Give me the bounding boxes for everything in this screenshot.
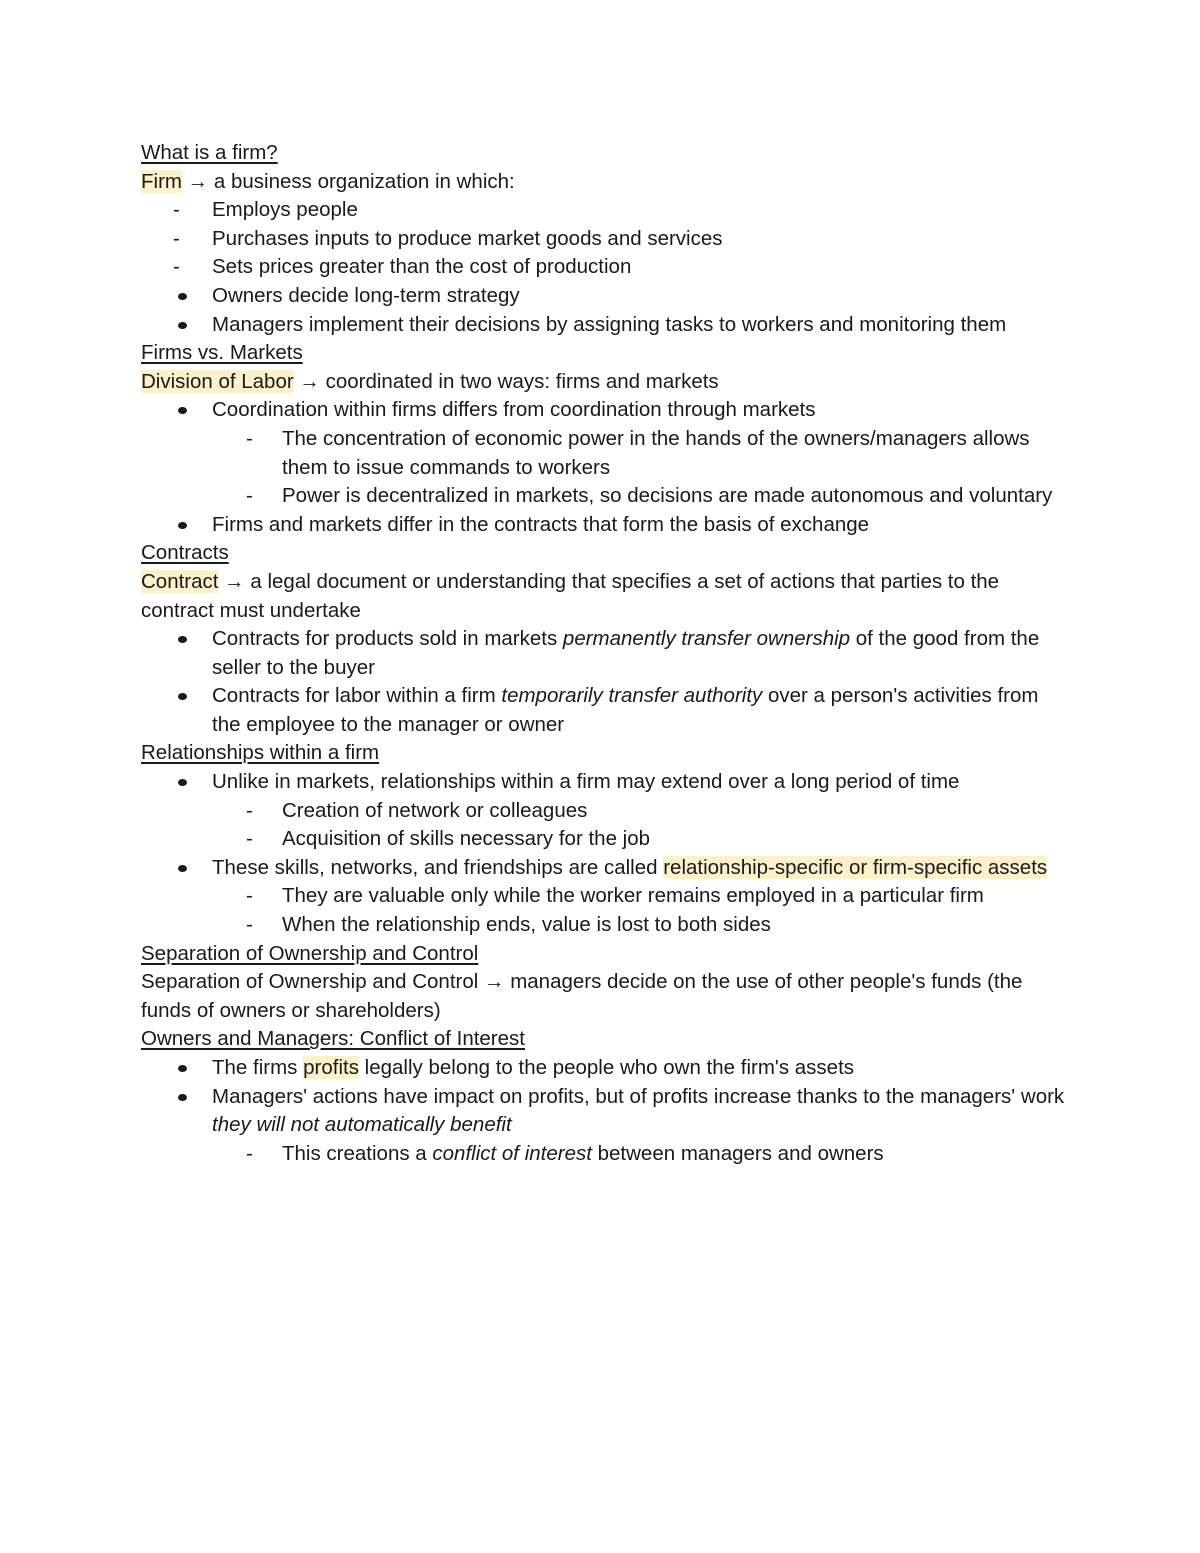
list-item: The firms profits legally belong to the people who own the firm's assets [141, 1054, 1066, 1083]
bullet-icon [178, 693, 187, 700]
section-heading-conflict-of-interest: Owners and Managers: Conflict of Interest [141, 1027, 525, 1051]
section-heading-contracts: Contracts [141, 541, 229, 565]
list-item: Contracts for products sold in markets permanently transfer ownership of the good from the seller to the buyer [141, 625, 1066, 682]
highlighted-term: Firm [141, 169, 182, 193]
dash-marker: - [246, 426, 253, 450]
highlighted-term: profits [303, 1056, 359, 1079]
definition-division-of-labor: Division of Labor → coordinated in two ways: firms and markets [141, 369, 719, 393]
dash-marker: - [246, 827, 253, 851]
bullet-icon [178, 636, 187, 643]
definition-contract: Contract → a legal document or understanding that specifies a set of actions that parties to the contract must undertake [141, 569, 1000, 622]
list-item: Managers' actions have impact on profits, but of profits increase thanks to the managers' work they will not automatically benefit [141, 1083, 1066, 1140]
section-heading-firms-vs-markets: Firms vs. Markets [141, 341, 303, 365]
highlighted-term: Contract [141, 569, 219, 593]
list-item: Unlike in markets, relationships within a firm may extend over a long period of time [141, 768, 1066, 797]
list-item: - Employs people [141, 196, 1066, 225]
bullet-icon [178, 1065, 187, 1072]
list-item: - Acquisition of skills necessary for the job [141, 825, 1066, 854]
list-item: Managers implement their decisions by assigning tasks to workers and monitoring them [141, 311, 1066, 340]
list-item: - When the relationship ends, value is lost to both sides [141, 911, 1066, 940]
list-item: Owners decide long-term strategy [141, 282, 1066, 311]
section-heading-what-is-a-firm: What is a firm? [141, 141, 278, 164]
bullet-icon [178, 293, 187, 300]
dash-marker: - [246, 913, 253, 937]
dash-marker: - [246, 798, 253, 822]
dash-marker: - [246, 1141, 253, 1165]
list-item: - They are valuable only while the worker remains employed in a particular firm [141, 882, 1066, 911]
bullet-icon [178, 865, 187, 872]
bullet-icon [178, 407, 187, 414]
dash-marker: - [246, 884, 253, 908]
highlighted-term: relationship-specific or firm-specific assets [663, 855, 1048, 879]
document-body [141, 139, 1066, 1168]
section-heading-relationships: Relationships within a firm [141, 741, 380, 765]
section-heading-separation: Separation of Ownership and Control [141, 941, 479, 965]
list-item: - This creations a conflict of interest between managers and owners [141, 1140, 1066, 1169]
list-item: Coordination within firms differs from coordination through markets [141, 396, 1066, 425]
dash-marker: - [246, 484, 253, 508]
dash-marker: - [173, 226, 180, 250]
list-item: - Creation of network or colleagues [141, 797, 1066, 826]
definition-firm: Firm → a business organization in which: [141, 169, 515, 193]
list-item: - Purchases inputs to produce market goods and services [141, 225, 1066, 254]
bullet-icon [178, 322, 187, 329]
list-item: Contracts for labor within a firm temporarily transfer authority over a person's activities from the employee to the manager or owner [141, 682, 1066, 739]
dash-marker: - [173, 255, 180, 279]
bullet-icon [178, 779, 187, 786]
list-item: - Power is decentralized in markets, so decisions are made autonomous and voluntary [141, 482, 1066, 511]
bullet-icon [178, 522, 187, 529]
list-item: Firms and markets differ in the contracts that form the basis of exchange [141, 511, 1066, 540]
list-item: - Sets prices greater than the cost of production [141, 253, 1066, 282]
dash-marker: - [173, 198, 180, 222]
highlighted-term: Division of Labor [141, 369, 294, 393]
definition-separation: Separation of Ownership and Control → managers decide on the use of other people's funds (the funds of owners or shareholders) [141, 970, 1023, 1022]
bullet-icon [178, 1094, 187, 1101]
list-item: - The concentration of economic power in the hands of the owners/managers allows them to issue commands to workers [246, 426, 1030, 479]
list-item: These skills, networks, and friendships are called relationship-specific or firm-specific assets [141, 854, 1066, 883]
